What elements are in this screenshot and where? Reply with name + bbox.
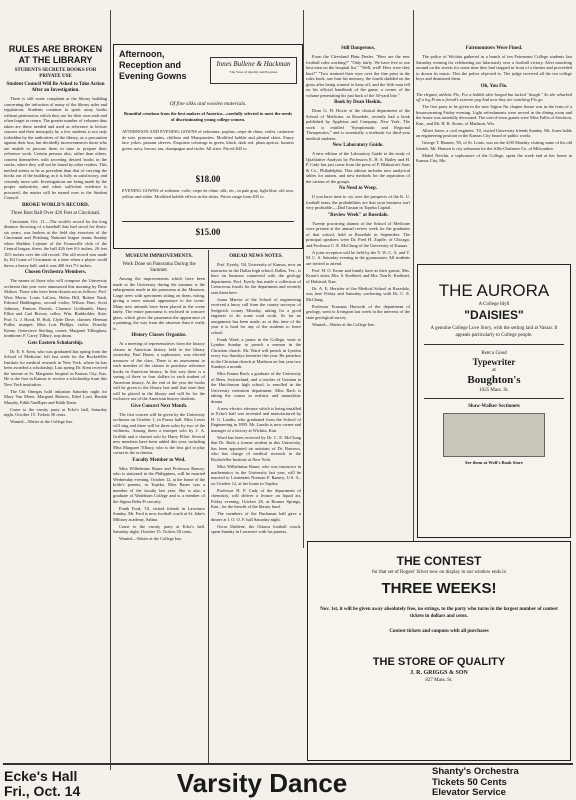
news-note: George T. Hansen, '05, of St. Louis, was on the 4:00 Monday visiting some of his old friends. Mr. Hansen is city salesman for the Allis-Chalmers Co. of Milwaukee. xyxy=(416,140,572,151)
note: Frank Ford, '10, visited friends in Lawrence Sunday. Mr. Ford is now football coach at St. John's Military academy, Salina. xyxy=(113,505,205,522)
orchestra-line: Shanty's Orchestra xyxy=(432,766,519,777)
column-3 xyxy=(211,252,301,536)
news-note: The first party to be given in the new Sigma Nu chapter house was in the form of a housewarming Friday evening. Light refreshments were served in the dining room and the house was tastefully decorated. The out-of-town guests were Miss Fallis of Stockton, Kan., and Mr. H. R. Storm, of Madison, Wis. xyxy=(416,104,573,126)
note: Come to the varsity party at Ecke's hall, Saturday night, October 15. Tickets 50 cents. xyxy=(113,523,205,535)
column-rule xyxy=(110,10,111,770)
footer-date: Fri., Oct. 14 xyxy=(4,783,81,799)
afternoon-gowns-text: AFTERNOON AND EVENING GOWNS of eoliennes, poplins, crepe de chine, voiles, cashmere de soie, princess satins, chiffons and Marquisettes. Modified hobble and pleated skirts. Fancy lace yokes, peasant sleeves. Exquisite colorings in green, black, dark red, plum apricot, bunters green, navy, brown, tan, champagne and violet. All sizes. Priced $45 to xyxy=(122,129,294,151)
aurora-subtitle: A College Idyll xyxy=(478,302,510,307)
review-headline: "Review Week" at Rosedale. xyxy=(327,212,389,218)
review-article: Twenty practicing alumni of the School of Medicine were present at the annual review week for the graduates of that school, held at Rosedale in September. The principal speakers were Dr. Fred H. Zapffe, of Chicago, and Professor C. E. McClung of the University of Kansas. xyxy=(306,220,410,248)
column-1 xyxy=(4,44,107,426)
wedding-headline: Faculty Member to Wed. xyxy=(132,457,186,463)
news-note: Oscar Dahlene, the Ottawa football coach, spent Sunday in Lawrence with his parents. xyxy=(211,523,301,535)
aurora-daisies: "DAISIES" xyxy=(464,308,524,322)
book-headline: Book by Dean Hoskin. xyxy=(334,100,382,105)
footer-left xyxy=(4,769,124,799)
weep-article: If you have time to cry over the prospects of the K. U. football team, the probabilities are that your business isn't very profitable.—Dad Gaston in Topeka Capital. xyxy=(306,194,410,210)
library-subhead: STUDENTS SECRETE BOOKS FOR PRIVATE USE xyxy=(14,68,97,79)
footer-rule xyxy=(3,763,573,765)
sectionets-illustration xyxy=(443,413,545,457)
news-note: Miss Emma Bach, a graduate of the University of Bern, Switzerland, and a teacher of German in the Hutchinson high school, is enrolled in the University extension department. Miss Bach is taking the course in realistic and naturalistic drama. xyxy=(211,371,301,404)
elevator-line: Elevator Service xyxy=(432,787,506,798)
contest-body: Nov. 1st, it will be given away absolutely free, no strings, to the party who turns in the largest number of contest tickets in dollars and cents. xyxy=(320,607,558,619)
news-note: Professor Erasmus Haworth of the department of geology, went to Irvington last week in the interests of the state geological survey. xyxy=(306,303,410,320)
guide-headline: New Laboratory Guide. xyxy=(332,143,384,148)
boughtons-address: 1025 Mass. St. xyxy=(479,388,509,393)
shaw-walker-label: Shaw-Walker Sectionets xyxy=(468,404,520,409)
note: Wanted—Waiter at the College Inn. xyxy=(10,419,73,425)
history-headline: History Classes Organize. xyxy=(131,333,187,338)
news-note: Miss Wilhelmina Bauer, who was instructor in mathematics in the University last year, will be married to Lieutenant Norman P. Ransey, U.S. A., on October 12, at her home in Topeka. xyxy=(211,464,301,486)
news-note: Professor H. P. Cady of the department of chemistry, will deliver a lecture on liquid air, Friday evening, October 28, at Bonner Springs, Kan., for the benefit of the library fund. xyxy=(211,487,301,510)
weep-headline: No Need to Weep. xyxy=(339,186,377,191)
column-rule xyxy=(208,250,209,765)
varsity-dance-title: Varsity Dance xyxy=(176,768,348,798)
typewriter-label: Typewriter xyxy=(472,357,516,367)
news-note: Prof. Eyerly, '04, University of Kansas, now an instructor in the Dallas high school, Dallas, Tex., is here on business connected with the geology department. Prof. Eyerly has made a collection of Cretaceous fossils for the department and recently sent them here. xyxy=(211,262,301,295)
column-rule xyxy=(303,10,304,548)
contest-ad xyxy=(307,541,571,761)
evening-gowns-price: $15.00 xyxy=(195,227,221,237)
aurora-ad xyxy=(417,264,571,538)
rent-line: Rent a Good xyxy=(481,351,507,356)
news-note: Wanted—Waiter at the College Inn. xyxy=(312,321,375,327)
store-logo xyxy=(210,57,297,84)
store-logo-sub: The Store of Quality and Progress xyxy=(229,70,278,74)
afternoon-gowns-price: $18.00 xyxy=(195,174,221,184)
news-note: A new electric elevator which is being installed in Ecke's hall was invented and manufactured by H. G. Landis, who graduated from the School of Engineering in 1895. Mr. Landis is now owner and manager of a factory at Wichita, Kan. xyxy=(211,405,301,433)
wedding-article: Miss Wilhelmine Bauer and Professor Ransey, who is stationed in the Philippines, will be married Wednesday evening, October 12, at the home of the bride's parents, in Topeka. Miss Bauer was a member of the faculty last year. She is also a graduate of Washburn College and is a member of the Sigma Delta Pi sorority. xyxy=(113,465,205,504)
shaw-walker-sub: See them at Wolf's Book Store xyxy=(465,460,523,465)
gowns-tagline: Of fine silks and woolen materials. xyxy=(169,101,247,107)
column-2 xyxy=(113,252,205,543)
library-subhead-2: Student Council Will Be Asked to Take Action After an Investigation. xyxy=(6,82,105,93)
news-note: Albert Jones, a civil engineer, '10, visited University friends Sunday. Mr. Jones holds an engineering position in the Kansas City board of public works. xyxy=(416,127,572,139)
museum-headline: MUSEUM IMPROVEMENTS. xyxy=(125,254,193,259)
book-article: Dean G. H. Hoxie of the clinical department of the School of Medicine, at Rosedale, recently had a book published by Appleton and Company, New York. The work is entitled "Symptomatic and Regional Therapeutics," and is essentially a textbook for third-year medical students. xyxy=(306,108,410,141)
history-article: At a meeting of representatives from the history classes in American history held in the library yesterday, Paul Harter, a sophomore, was elected treasurer of the class. There is an assessment to each member of the classes to purchase reference books in American history. In this way there is a saving of three or four dollars to each student of American history. At the end of the year the books will be given to the library but until that time they will be placed in the library and will be for the exclusive use of the American history students. xyxy=(113,341,205,401)
contest-weeks: THREE WEEKS! xyxy=(381,580,497,597)
footer-right xyxy=(432,767,572,799)
contest-title: THE CONTEST xyxy=(396,554,482,568)
griggs-son: J. R. GRIGGS & SON xyxy=(410,670,468,676)
record-headline: BROKE WORLD'S RECORD. xyxy=(21,202,89,208)
fined-headline: Fairmounters Were Fined. xyxy=(465,46,523,51)
divider xyxy=(424,344,564,345)
museum-article: Among the improvements which have been made at the University during the summer is the enlargement made in the panorama at the Museum. Large trees with specimens sitting on them, eating, giving a more natural appearance to the scene. Many new animals have been placed in the scene lately. The entire panorama is enclosed in concave glass, which gives the panorama the appearance of a painting, the way from the observer than it really is. xyxy=(113,276,205,331)
library-headline: RULES ARE BROKEN AT THE LIBRARY xyxy=(8,44,103,65)
divider xyxy=(122,221,294,222)
boughtons-label: Boughton's xyxy=(467,374,521,386)
news-note: Joana Marvin of the School of engineering received a hurry call from the county surveyor of Sedgwick county Monday, asking for a good engineer to do some road work. So far no assignment has been made, as at this time of the year it is hard for any of the students to leave school. xyxy=(211,296,301,335)
flo-headline: Oh, You Flo. xyxy=(480,83,508,89)
flo-poem: The elegant, athletic Flo, For a hobble skirt longed but lacked "dough." So she whacked off a leg From a friend's extreme peg And now they are watching Flo go. xyxy=(416,91,572,102)
gowns-ad xyxy=(113,44,303,249)
divider xyxy=(424,398,564,399)
record-subhead: Three Bust Ball Over 426 Feet at Cincinnati. xyxy=(10,210,101,216)
news-note: Dr. A. E. Hertzler of the Medical School at Rosedale, was here Friday and Saturday conferring with Dr. C. E. McClung. xyxy=(306,285,410,302)
news-note: Word has been received by Dr. C. E. McClung that Dr. Ruth, a former student in this University, has been appointed an assistant of Dr. Barrows, who has charge of medical research in the Rockefeller Institute at New York. xyxy=(211,434,301,462)
contest-coupons: Contest tickets and coupons with all purchases xyxy=(389,629,489,634)
contest-intro: for that set of Rogers' Silver now on display in our window ends in xyxy=(371,570,507,575)
orchestra-headline: Chosen Orchestra Members. xyxy=(24,270,87,275)
record-article: Cincinnati, Oct. 11.—The world's record for the long distance throwing of a baseball that had stood for thirty-six years, was broken at the field day exercises of the Cincinnati and Pittsburg National league teams Sunday when Sheldon Lejeune of the Evansville club of the Central league, threw the ball 426 feet 6½ inches, 26 feet 10½ inches over the old record. The old record was made by Ed Crane of Cincinnati at a time when a player could throw a heavy ball, and it was 400 feet 7½ inches. xyxy=(4,218,107,268)
dangerous-headline: Still Dangerous. xyxy=(340,46,376,51)
concert-article: The first concert will be given by the University orchestra on October 1, in Fraser hall. Miss Lewis will sing and there will be three solos by two of the violinists. Among them a trumpet solo by J. A. Griffith and a clarinet solo by Harry Elliot. Several new members have been added this year, including Miss Marguret Tilbury, who is the first girl to play cornet in the orchestra. xyxy=(113,411,205,455)
dangerous-article: From the Cleveland Plain Dealer. "How are the new football rules working?" "Only fairly. We have five or our best men on the hospital list." "Well, well! How were they hurt?" "Two strained their eyes over the fine print in the rules book, one hurt his memory, the fourth skidded on the grass after being warned to keep off, and the fifth man fell on his official handbook of the game, a corner of the volume penetrating his just back of the 30-yard line." xyxy=(306,54,410,98)
news-note: A joint reception will be held by the Y. W. C. A. and Y. M. C. A. Saturday evening in the gymnasium. All students are invited to attend. xyxy=(306,249,410,266)
note: Come to the varsity party at Ecke's hall, Saturday night, October 15. Tickets 50 cents. xyxy=(4,406,107,418)
column-rule xyxy=(413,10,414,548)
oread-headline: OREAD NEWS NOTES. xyxy=(229,254,283,259)
scholarship-article: Dr. E. S. Kent, who was graduated last spring from the School of Medicine, left last week for the Rockefeller Institute for medical research in New York, where he has been awarded a scholarship. Last spring Dr. Kent received the interne at St. Margarets hospital in Kansas City, Kas. He is the first in Kansas to receive a scholarship from this New York institution. xyxy=(4,348,107,387)
footer-venue: Ecke's Hall xyxy=(4,768,78,784)
aurora-description: A genuine College Love Story, with the setting laid at Vassar. It appeals particularly to College people. xyxy=(430,326,558,338)
fined-article: The police of Wichita gathered in a bunch of ten Fairmount College students last Saturday evening for celebrating too hilariously over a football victory. After marching around on the streets for some time they had stopped in front of a theater and proceeded to drown its music. This the police objected to. The judge received all the ten college boys and dismissed them. xyxy=(416,54,572,81)
library-article: There is still some complaint at the library building concerning the infraction of many of the library rules and regulations. Students continue to spirit away books without permission, which they use for their own ends and often forget to return. The greater number of volumes thus taken are those needed and used as reference in lecture courses and their monopoly by a few students is not only forbidden by the authorities of the library, as a precaution against their loss, but decidedly inconveniences those who are unable to procure them in time to prepare their reference work. Certain persons also, rather than others, content themselves with secreting desired books in the stacks, where they will not be found by other readers. This method seems to be as prevalent than that of carrying the books out of the building, as it is fully as satisfactory, and certainly more safe. Investigations are being made by the proper authorities, and when sufficient evidence is procured, the matter will be turned over to the Student Council. xyxy=(4,96,107,200)
note: Wanted—Waiter at the College Inn. xyxy=(119,536,182,542)
gowns-ad-title: Afternoon, Reception and Evening Gowns xyxy=(119,49,187,81)
scholarship-headline: Gets Eastern Scholarship. xyxy=(27,340,84,346)
tickets-line: Tickets 50 Cents xyxy=(432,776,507,788)
store-logo-text: Innes Bullene & Hackman xyxy=(216,60,291,68)
at-label: at xyxy=(492,368,496,373)
column-5 xyxy=(416,44,572,165)
museum-subhead: Work Done on Panorama During the Summer. xyxy=(122,262,196,273)
guide-article: A new edition of the Laboratory Guide to the study of Qualitative Analysis by Professors E. H. S. Bailey and H. P. Cady has just come from the press of P. Blakiston's Sons & Co., Philadelphia. This edition includes new analytical tables for anions, and new methods for the separation of the cations of the groups. xyxy=(306,151,410,184)
griggs-address: 827 Mass. St. xyxy=(425,678,453,683)
store-of-quality: THE STORE OF QUALITY xyxy=(372,656,506,668)
aurora-title: THE AURORA xyxy=(438,281,550,300)
note: The Chi Omegas hold initiation Saturday night for Mary Van Meter, Margaret Roberts, Ethel Lord, Beulah Murphy, Edith VanRiper and Edith Kenn. xyxy=(4,388,107,405)
news-note: The members of the Buchanan hall gave a dinner at I. O. O. F. hall Saturday night. xyxy=(211,511,301,522)
news-note: Prof. H. O. Kruse and family have as their guests, Mrs. Kruse's sister, Mrs. S. Krehbiel, and Mrs. Nan K. Krehbiel, of Halstead, Kan. xyxy=(306,267,410,284)
news-note: Frank Ward, a junior in the College, went to Lyndon Sunday to preach a sermon in the Christian church. Mr. Ward will preach in Lyndon every two Sundays hereafter this year. He preaches in the Christian church at Madison on last year two Sundays a month. xyxy=(211,336,301,370)
column-4 xyxy=(306,44,410,329)
gowns-intro: Beautiful creations from the best makers of America—carefully selected to meet the needs of discriminating young college women. xyxy=(123,111,293,122)
orchestra-article: The names of those who will compose the University orchestra this year were announced this morning by Dean Skilton. Those who have been chosen are as follows: Prof. West Morse, Louis LaCoss, Helen Hill, Robert Nash, Edward Haddington, second violin; Wilson Hurt, Scott Johnson, Frances Parrish, Clarence Goldsmith, Harry Elliot and Carl Brown; cellos; Wm. Burkholder, flute; Prof. G. J. Hood, H. Holt, Clyde Dove, clarinet; Herman Fuller, trumpet; Miss Lois Phillips, violin; Dorothy Keene, Genevieve Sterling, cornet; Margaret Tillinghast, trombone; F. Carey Tilbury, trap drum. xyxy=(4,278,107,338)
news-note: Mabel Newlin, a sophomore of the College, spent the week end at her home in Kansas City, Mo. xyxy=(416,152,572,164)
evening-gowns-text: EVENING GOWNS of eolienne, voile, crepe de chine, silk, etc., in pale gray, light blue, old rose, yellow and white. Modified hobble effects in the skirts. Prices range from $35 to xyxy=(122,188,294,199)
concert-headline: Give Concert Next Month. xyxy=(130,403,188,409)
